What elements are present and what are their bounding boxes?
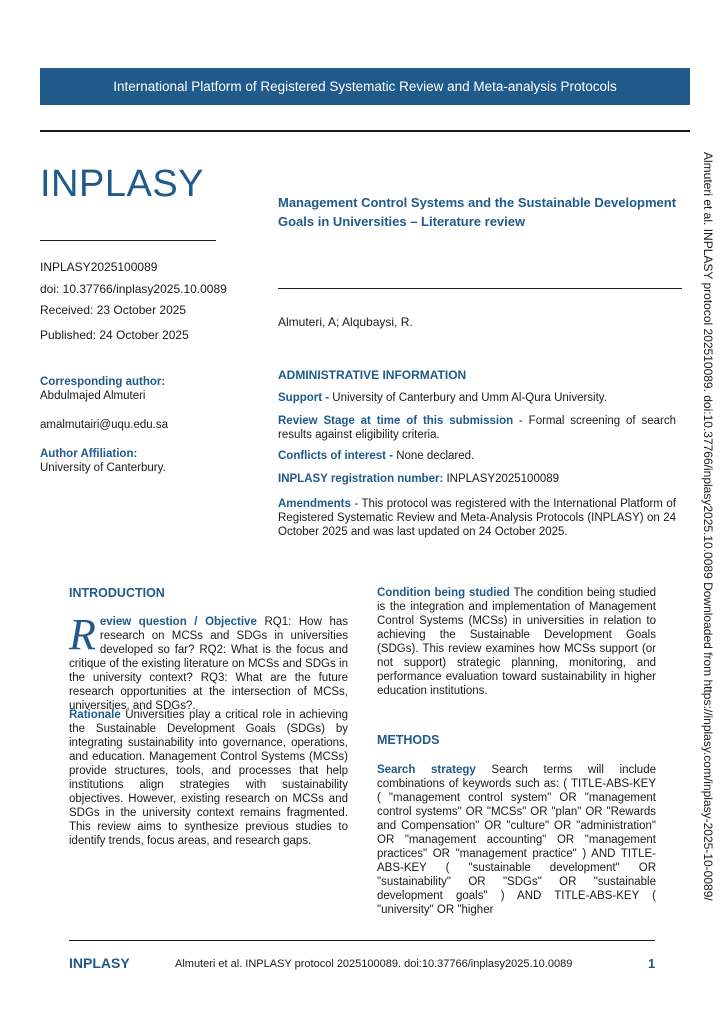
- admin-conflicts: Conflicts of interest - None declared.: [278, 450, 475, 462]
- received-date: Received: 23 October 2025: [40, 303, 187, 317]
- affiliation-value: University of Canterbury.: [40, 462, 166, 474]
- title-divider: [278, 288, 682, 289]
- footer-divider: [69, 940, 655, 941]
- admin-registration-number: INPLASY registration number: INPLASY2025100089: [278, 473, 560, 485]
- doi: doi: 10.37766/inplasy2025.10.0089: [40, 282, 227, 296]
- rationale: Rationale Universities play a critical role in achieving the Sustainable Development Goals (SDGs) by integrating sustainability into governance, operations, and education. Management Control Systems (MCSs) provide structures, tools, and processes that help institutions align strategies with sustainability objectives. However, existing research on MCSs and SDGs in the university context remains fragmented. This review aims to synthesize previous studies to identify trends, focus areas, and research gaps.: [69, 709, 348, 847]
- admin-support: Support - University of Canterbury and Umm Al-Qura University.: [278, 392, 607, 404]
- footer-brand: INPLASY: [69, 955, 130, 971]
- introduction-heading: INTRODUCTION: [69, 586, 165, 600]
- methods-heading: METHODS: [377, 733, 440, 747]
- corresponding-author-block: [40, 375, 165, 403]
- footer-citation: Almuteri et al. INPLASY protocol 2025100089. doi:10.37766/inplasy2025.10.0089: [175, 958, 573, 970]
- header-banner: International Platform of Registered Systematic Review and Meta-analysis Protocols: [40, 68, 690, 105]
- affiliation-label: Author Affiliation:: [40, 448, 138, 460]
- dropcap: R: [69, 610, 96, 659]
- affiliation-block: [40, 447, 166, 475]
- side-citation: Almuteri et al. INPLASY protocol 202510089. doi:10.37766/inplasy2025.10.0089 Downloaded from https://inplasy.com/inplasy-2025-10-0089/: [701, 152, 715, 901]
- admin-heading: ADMINISTRATIVE INFORMATION: [278, 368, 467, 382]
- header-divider: [40, 130, 690, 132]
- admin-amendments: Amendments - This protocol was registered with the International Platform of Registered Systematic Review and Meta-Analysis Protocols (INPLASY) on 24 October 2025 and was last updated on 24 October 2025.: [278, 498, 676, 538]
- published-date: Published: 24 October 2025: [40, 328, 189, 342]
- brand-logo: INPLASY: [40, 163, 205, 205]
- protocol-id: INPLASY2025100089: [40, 260, 158, 274]
- search-strategy: Search strategy Search terms will include combinations of keywords such as: ( TITLE-ABS-KEY ( "management control system" OR "management control systems" OR "MCSs" OR "plan" OR "Rewards and Compensation" OR "culture" OR "administration" OR "management accounting" OR "management practices" OR "management practice" ) AND TITLE-ABS-KEY ( "sustainable development" OR "sustainability" OR "SDGs" OR "sustainable development goals" ) AND TITLE-ABS-KEY ( "university" OR "higher: [377, 764, 656, 916]
- brand-divider: [40, 240, 216, 241]
- authors: Almuteri, A; Alqubaysi, R.: [278, 315, 413, 329]
- corresponding-author-email: amalmutairi@uqu.edu.sa: [40, 419, 169, 431]
- corresponding-author-name: Abdulmajed Almuteri: [40, 390, 146, 402]
- corresponding-author-label: Corresponding author:: [40, 376, 166, 388]
- page-number: 1: [648, 956, 656, 971]
- review-question: Review question / Objective RQ1: How has research on MCSs and SDGs in universities developed so far? RQ2: What is the focus and critique of the existing literature on MCSs and SDGs in the university context? RQ3: What are the future research opportunities at the intersection of MCSs, universities, and SDGs?.: [69, 610, 348, 712]
- paper-title: Management Control Systems and the Sustainable Development Goals in Universities – Literature review: [278, 195, 677, 229]
- admin-review-stage: Review Stage at time of this submission - Formal screening of search results against eligibility criteria.: [278, 415, 676, 441]
- condition-being-studied: Condition being studied The condition being studied is the integration and implementation of Management Control Systems (MCSs) in universities in relation to achieving the Sustainable Development Goals (SDGs). This review examines how MCSs support (or not support) strategic planning, monitoring, and performance evaluation toward sustainability in higher education institutions.: [377, 587, 656, 697]
